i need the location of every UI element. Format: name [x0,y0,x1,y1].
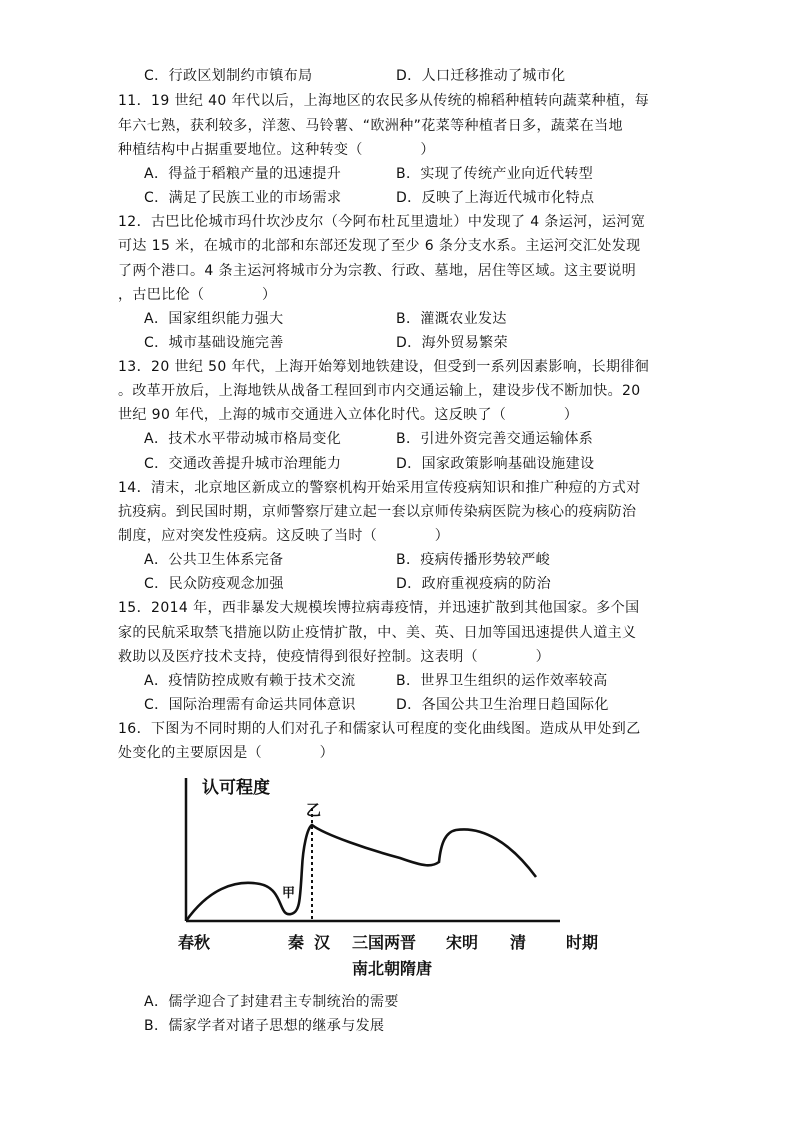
q15-option-d: D．各国公共卫生治理日趋国际化 [396,697,609,713]
q12-option-d: D．海外贸易繁荣 [396,335,508,351]
q16-option-a: A．儒学迎合了封建君主专制统治的需要 [144,994,399,1010]
q11-option-d: D．反映了上海近代城市化特点 [396,190,595,206]
q12-stem-line-3: 了两个港口。4 条主运河将城市分为宗教、行政、墓地，居住等区域。这主要说明 [118,263,637,279]
q16-stem-line-2: 处变化的主要原因是（ ） [118,745,334,761]
q16-stem-line-1: 16．下图为不同时期的人们对孔子和儒家认可程度的变化曲线图。造成从甲处到乙 [118,721,641,737]
q12-stem-line-1: 12．古巴比伦城市玛什坎沙皮尔（今阿布杜瓦里遗址）中发现了 4 条运河，运河宽 [118,214,646,230]
period-label-nanbeichao: 南北朝隋唐 [352,959,433,978]
approval-curve-svg [160,772,620,982]
q13-stem-line-3: 世纪 90 年代，上海的城市交通进入立体化时代。这反映了（ ） [118,407,579,423]
q14-option-a: A．公共卫生体系完备 [144,552,284,568]
q13-option-b: B．引进外资完善交通运输体系 [396,431,594,447]
q10-option-d: D．人口迁移推动了城市化 [396,68,566,84]
q11-stem-line-1: 11．19 世纪 40 年代以后，上海地区的农民多从传统的棉稻种植转向蔬菜种植，每 [118,93,650,109]
period-label-qing: 清 [510,933,527,952]
q12-stem-line-4: ，古巴比伦（ ） [118,287,277,303]
q14-option-c: C．民众防疫观念加强 [144,576,284,592]
q10-option-c: C．行政区划制约市镇布局 [144,68,313,84]
q14-option-b: B．疫病传播形势较严峻 [396,552,551,568]
period-label-qin: 秦 [288,933,305,952]
q12-option-c: C．城市基础设施完善 [144,335,284,351]
q13-stem-line-1: 13．20 世纪 50 年代，上海开始筹划地铁建设，但受到一系列因素影响，长期徘徊 [118,359,650,375]
x-axis-label: 时期 [566,933,599,952]
period-label-han: 汉 [314,933,331,952]
q15-stem-line-3: 救助以及医疗技术支持，使疫情得到很好控制。这表明（ ） [118,649,550,665]
q12-option-b: B．灌溉农业发达 [396,311,507,327]
q11-option-b: B．实现了传统产业向近代转型 [396,166,594,182]
q13-option-c: C．交通改善提升城市治理能力 [144,456,342,472]
q16-option-b: B．儒家学者对诸子思想的继承与发展 [144,1018,385,1034]
period-label-chunqiu: 春秋 [178,933,211,952]
q15-option-c: C．国际治理需有命运共同体意识 [144,697,356,713]
period-label-songming: 宋明 [446,933,479,952]
q15-stem-line-1: 15．2014 年，西非暴发大规模埃博拉病毒疫情，并迅速扩散到其他国家。多个国 [118,600,640,616]
q13-option-d: D．国家政策影响基础设施建设 [396,456,595,472]
q11-option-a: A．得益于稻粮产量的迅速提升 [144,166,342,182]
approval-curve-figure [160,772,620,982]
q11-option-c: C．满足了民族工业的市场需求 [144,190,342,206]
q12-option-a: A．国家组织能力强大 [144,311,284,327]
q14-stem-line-2: 抗疫病。到民国时期，京师警察厅建立起一套以京师传染病医院为核心的疫病防治 [118,504,637,520]
q15-option-b: B．世界卫生组织的运作效率较高 [396,673,608,689]
q12-stem-line-2: 可达 15 米，在城市的北部和东部还发现了至少 6 条分支水系。主运河交汇处发现 [118,238,641,254]
q11-stem-line-3: 种植结构中占据重要地位。这种转变（ ） [118,142,435,158]
q14-stem-line-3: 制度，应对突发性疫病。这反映了当时（ ） [118,528,450,544]
q14-option-d: D．政府重视疫病的防治 [396,576,552,592]
y-axis-label: 认可程度 [202,778,270,798]
q15-option-a: A．疫情防控成败有赖于技术交流 [144,673,356,689]
q13-option-a: A．技术水平带动城市格局变化 [144,431,342,447]
q11-stem-line-2: 年六七熟，获利较多，洋葱、马铃薯、“欧洲种”花菜等种植者日多，蔬菜在当地 [118,118,623,134]
marker-jia: 甲 [282,886,296,901]
q14-stem-line-1: 14．清末，北京地区新成立的警察机构开始采用宣传疫病知识和推广种痘的方式对 [118,480,641,496]
q13-stem-line-2: 。改革开放后，上海地铁从战备工程回到市内交通运输上，建设步伐不断加快。20 [118,383,641,399]
marker-yi: 乙 [306,801,322,819]
period-label-sanguo: 三国两晋 [352,933,417,952]
approval-curve [186,825,536,921]
q15-stem-line-2: 家的民航采取禁飞措施以防止疫情扩散，中、美、英、日加等国迅速提供人道主义 [118,625,637,641]
